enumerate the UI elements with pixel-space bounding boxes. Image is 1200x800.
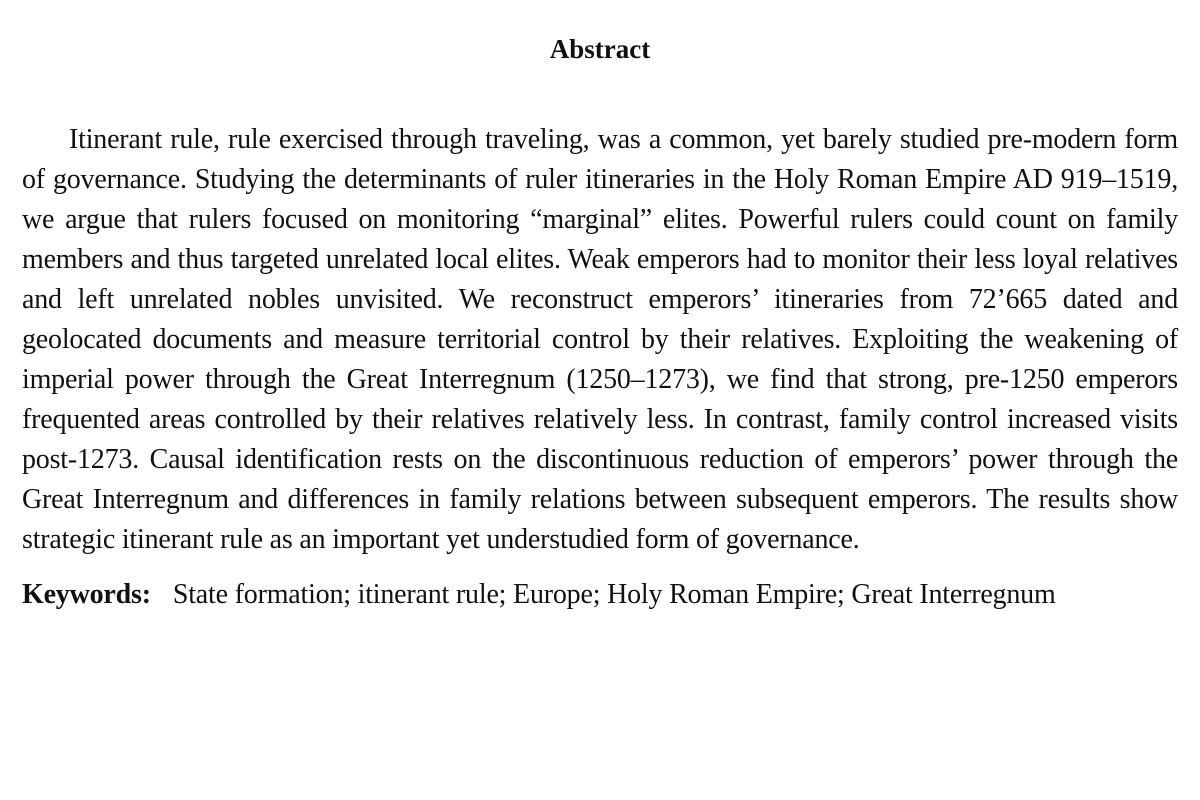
keywords-text: State formation; itinerant rule; Europe; Holy Roman Empire; Great Interregnum	[172, 579, 1056, 610]
abstract-heading: Abstract	[549, 34, 651, 64]
abstract-body: Itinerant rule, rule exercised through traveling, was a common, yet barely studied pre-modern form of governance. Studying the determinants of ruler itineraries in the Holy Roman Empire AD 919–1519, we argue that rulers focused on monitoring “marginal” elites. Powerful rulers could count on family members and thus targeted unrelated local elites. Weak emperors had to monitor their less loyal relatives and left unrelated nobles unvisited. We reconstruct emperors’ itineraries from 72’665 dated and geolocated documents and measure territorial control by their relatives. Exploiting the weakening of imperial power through the Great Interregnum (1250–1273), we find that strong, pre-1250 emperors frequented areas controlled by their relatives relatively less. In contrast, family control increased visits post-1273. Causal identification rests on the discontinuous reduction of emperors’ power through the Great Interregnum and differences in family relations between subsequent emperors. The results show strategic itinerant rule as an important yet understudied form of governance.	[22, 124, 1178, 555]
keywords-line	[22, 575, 1178, 615]
keywords-label: Keywords:	[22, 579, 151, 610]
abstract-page	[22, 0, 1178, 615]
